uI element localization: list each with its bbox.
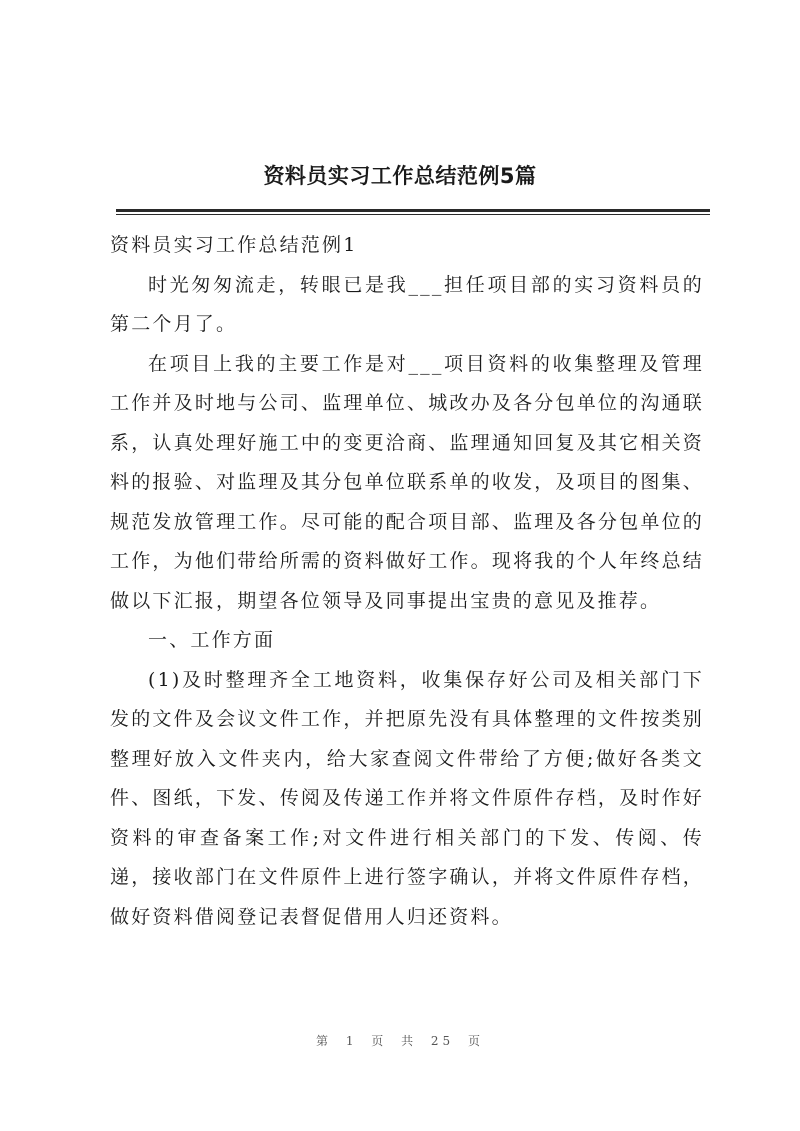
section-heading: 资料员实习工作总结范例1 <box>110 234 358 256</box>
paragraph-item-1: (1)及时整理齐全工地资料，收集保存好公司及相关部门下发的文件及会议文件工作，并把原先没有具体整理的文件按类别整理好放入文件夹内，给大家查阅文件带给了方便;做好各类文件、图纸，下发、传阅及传递工作并将文件原件存档，及时作好资料的审查备案工作;对文件进行相关部门的下发、传阅、传递，接收部门在文件原件上进行签字确认，并将文件原件存档，做好资料借阅登记表督促借用人归还资料。 <box>110 668 704 928</box>
page-number-footer: 第 1 页 共 25 页 <box>316 1034 484 1048</box>
title-divider-thin <box>116 214 710 215</box>
subsection-heading: 一、工作方面 <box>148 629 276 651</box>
title-divider-thick <box>116 209 710 212</box>
document-body <box>110 226 704 937</box>
document-title: 资料员实习工作总结范例5篇 <box>263 164 537 188</box>
paragraph-duties: 在项目上我的主要工作是对___项目资料的收集整理及管理工作并及时地与公司、监理单位、城改办及各分包单位的沟通联系，认真处理好施工中的变更洽商、监理通知回复及其它相关资料的报验、对监理及其分包单位联系单的收发，及项目的图集、规范发放管理工作。尽可能的配合项目部、监理及各分包单位的工作，为他们带给所需的资料做好工作。现将我的个人年终总结做以下汇报，期望各位领导及同事提出宝贵的意见及推荐。 <box>110 352 704 612</box>
paragraph-intro: 时光匆匆流走，转眼已是我___担任项目部的实习资料员的第二个月了。 <box>110 273 704 335</box>
